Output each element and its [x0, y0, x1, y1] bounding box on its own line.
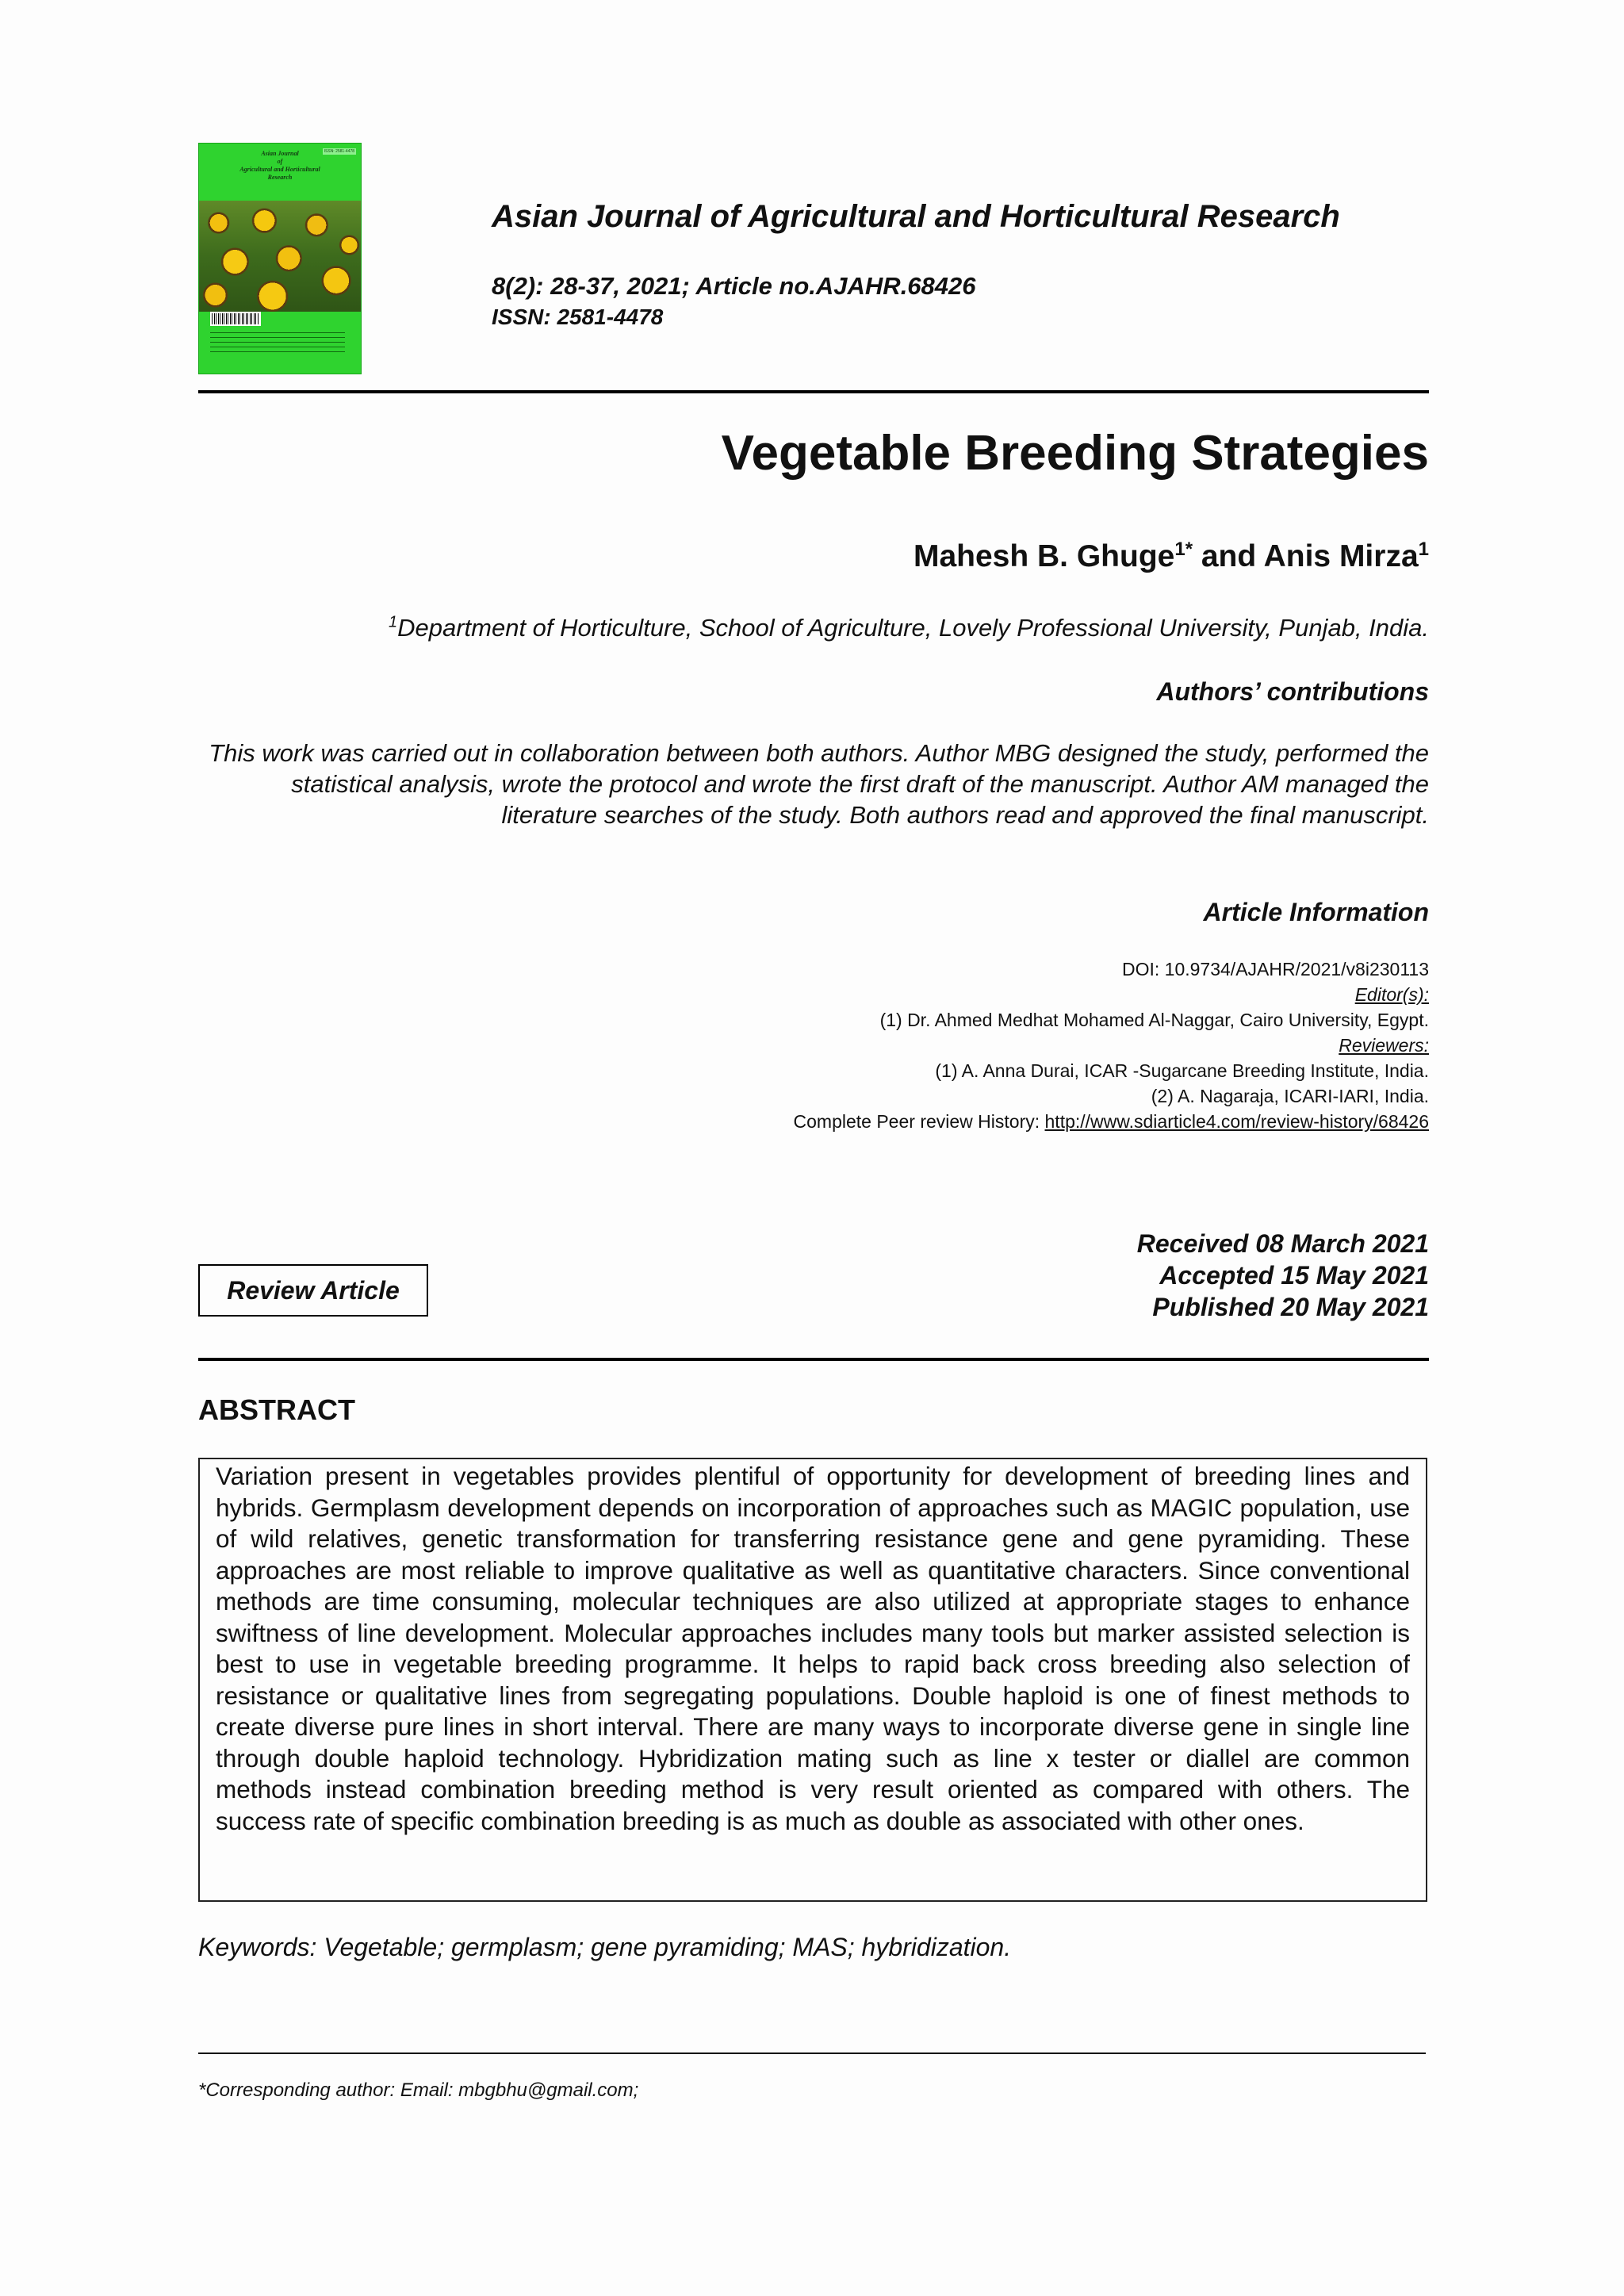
section-divider: [198, 1358, 1429, 1361]
affiliation-text: Department of Horticulture, School of Agriculture, Lovely Professional University, Punjab, India.: [397, 614, 1429, 642]
author-list: [914, 538, 1429, 576]
article-info: [477, 956, 1429, 1134]
abstract-heading: ABSTRACT: [198, 1393, 355, 1426]
doi: DOI: 10.9734/AJAHR/2021/v8i230113: [1122, 959, 1429, 979]
affiliation-mark: 1: [388, 613, 398, 631]
volume-info: 8(2): 28-37, 2021; Article no.AJAHR.68426: [492, 272, 976, 300]
accepted-date: Accepted 15 May 2021: [1159, 1261, 1429, 1290]
keywords: Keywords: Vegetable; germplasm; gene pyramiding; MAS; hybridization.: [198, 1933, 1012, 1961]
article-type-badge: Review Article: [198, 1264, 428, 1317]
footnote-divider: [198, 2053, 1426, 2054]
reviewer-entry: (1) A. Anna Durai, ICAR -Sugarcane Breeding Institute, India.: [935, 1060, 1429, 1081]
review-history-label: Complete Peer review History:: [793, 1111, 1045, 1132]
publication-dates: [1137, 1228, 1429, 1323]
corresponding-author-footnote: *Corresponding author: Email: mbgbhu@gmail.com;: [198, 2079, 639, 2101]
article-info-heading: Article Information: [1203, 898, 1429, 926]
contributions-heading: Authors’ contributions: [1156, 677, 1429, 706]
contributions-text: This work was carried out in collaboration between both authors. Author MBG designed the study, performed the statistical analysis, wrote the protocol and wrote the first draft of the manuscript. Author AM managed the literature searches of the study. Both authors read and approved the final manuscript.: [209, 739, 1429, 829]
reviewers-label: Reviewers:: [1339, 1035, 1429, 1056]
editor-entry: (1) Dr. Ahmed Medhat Mohamed Al-Naggar, Cairo University, Egypt.: [879, 1010, 1429, 1030]
issn: ISSN: 2581-4478: [492, 305, 664, 329]
cover-title: Asian Journal of Agricultural and Horticultural Research: [239, 150, 320, 181]
sunflower-field-image: [199, 201, 362, 312]
cover-fine-print: [210, 332, 345, 356]
review-history-link[interactable]: http://www.sdiarticle4.com/review-history/68426: [1044, 1111, 1429, 1132]
reviewer-entry: (2) A. Nagaraja, ICARI-IARI, India.: [1151, 1086, 1429, 1106]
article-title: Vegetable Breeding Strategies: [721, 426, 1429, 481]
received-date: Received 08 March 2021: [1136, 1229, 1429, 1258]
journal-name: Asian Journal of Agricultural and Horticultural Research: [492, 199, 1340, 234]
review-history: [477, 1109, 1429, 1134]
barcode-icon: [210, 312, 261, 326]
author-name: Anis Mirza: [1263, 539, 1419, 573]
editors-label: Editor(s):: [1354, 984, 1429, 1005]
published-date: Published 20 May 2021: [1152, 1293, 1429, 1321]
journal-cover-image: [198, 143, 362, 374]
abstract-text: Variation present in vegetables provides plentiful of opportunity for development of breeding lines and hybrids. Germplasm development depends on incorporation of approaches such as MAGIC population, use of wild relatives, genetic transformation for transferring resistance gene and gene pyramiding. These approaches are most reliable to improve qualitative as well as quantitative characters. Since conventional methods are time consuming, molecular techniques are also utilized at appropriate stages to enhance swiftness of line development. Molecular approaches includes many tools but marker assisted selection is best to use in vegetable breeding programme. It helps to rapid back cross breeding also selection of resistance or qualitative lines from segregating populations. Double haploid is one of finest methods to create diverse pure lines in short interval. There are many ways to incorporate diverse gene in single line through double haploid technology. Hybridization mating such as line x tester or diallel are common methods instead combination breeding method is very result oriented as compared with others. The success rate of specific combination breeding is as much as double as associated with other ones.: [198, 1458, 1427, 1902]
cover-issn-badge: ISSN: 2581-4478: [324, 149, 354, 154]
author-conjunction: and: [1193, 539, 1264, 573]
author-affiliation-mark: 1*: [1174, 539, 1193, 560]
author-affiliation-mark: 1: [1418, 539, 1429, 560]
author-name: Mahesh B. Ghuge: [913, 539, 1175, 573]
header-divider: [198, 390, 1429, 393]
affiliation: [389, 612, 1429, 644]
